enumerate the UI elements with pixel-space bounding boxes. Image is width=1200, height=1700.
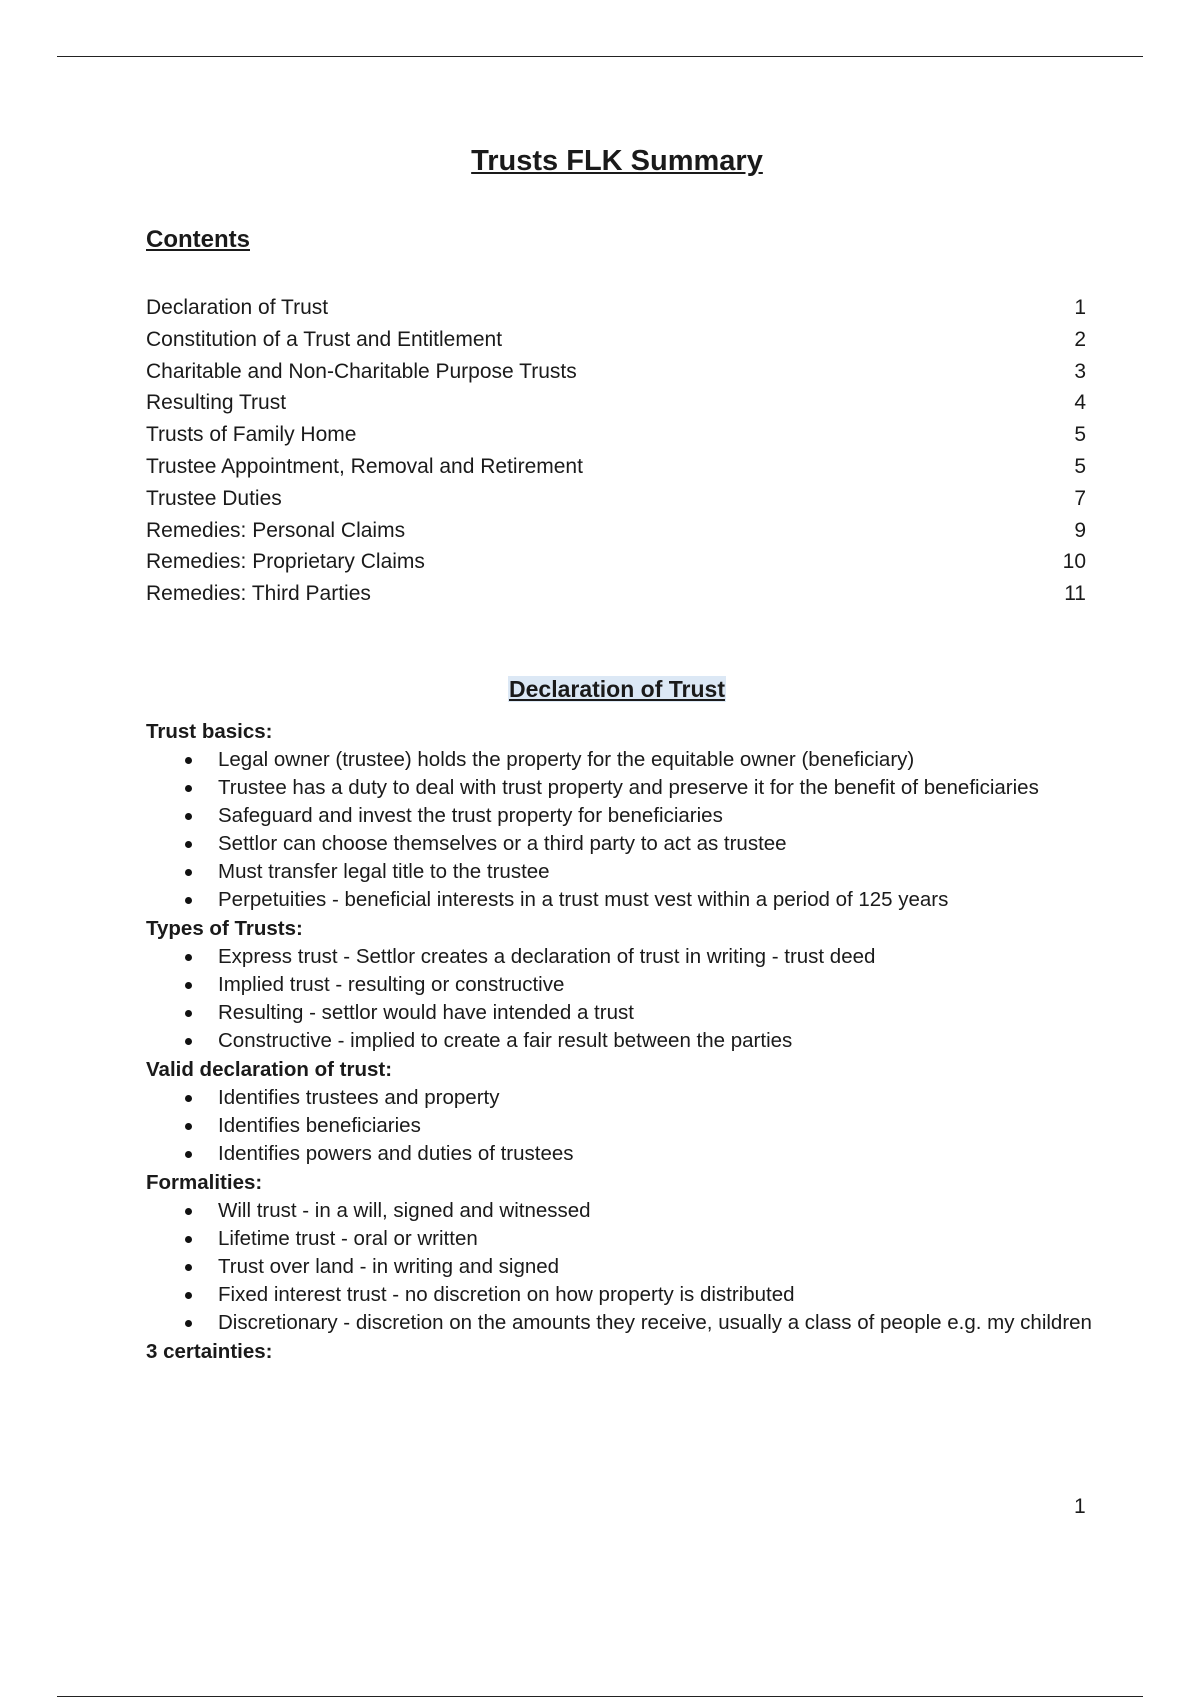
list-item: Resulting - settlor would have intended a trust — [146, 999, 1096, 1027]
toc-entry-page: 1 — [1074, 296, 1086, 319]
table-of-contents — [146, 292, 1086, 610]
bottom-rule — [57, 1696, 1143, 1697]
toc-entry-page: 5 — [1074, 454, 1086, 478]
list-item: Settlor can choose themselves or a third party to act as trustee — [146, 830, 1096, 858]
toc-entry-label: Trusts of Family Home — [146, 423, 357, 447]
toc-entry[interactable] — [146, 292, 1086, 324]
toc-entry-page: 3 — [1074, 359, 1086, 383]
contents-heading: Contents — [146, 226, 250, 253]
toc-entry-label: Trustee Appointment, Removal and Retirement — [146, 454, 583, 478]
list-item: Legal owner (trustee) holds the property for the equitable owner (beneficiary) — [146, 746, 1096, 774]
toc-entry[interactable] — [146, 515, 1086, 547]
toc-entry-label: Trustee Duties — [146, 486, 282, 510]
list-item: Safeguard and invest the trust property for beneficiaries — [146, 802, 1096, 830]
subheading: Trust basics: — [146, 720, 273, 743]
bullet-list — [146, 1197, 1096, 1337]
toc-entry-page: 5 — [1074, 423, 1086, 447]
toc-entry-label: Declaration of Trust — [146, 296, 329, 319]
list-item: Identifies trustees and property — [146, 1084, 1096, 1112]
list-item: Identifies powers and duties of trustees — [146, 1140, 1096, 1168]
list-item: Trustee has a duty to deal with trust property and preserve it for the benefit of beneficiaries — [146, 774, 1096, 802]
toc-entry-label: Remedies: Personal Claims — [146, 518, 406, 542]
toc-entry[interactable] — [146, 546, 1086, 578]
list-item: Trust over land - in writing and signed — [146, 1253, 1096, 1281]
toc-entry-label: Constitution of a Trust and Entitlement — [146, 327, 503, 351]
toc-entry-page: 7 — [1074, 486, 1086, 510]
bullet-list — [146, 1084, 1096, 1168]
top-rule — [57, 56, 1143, 57]
toc-entry-page: 9 — [1074, 518, 1086, 542]
toc-entry-page: 11 — [1064, 582, 1086, 606]
toc-entry[interactable] — [146, 419, 1086, 451]
section-body — [146, 717, 1096, 1366]
list-item: Discretionary - discretion on the amounts they receive, usually a class of people e.g. my children — [146, 1309, 1096, 1337]
toc-entry-label: Remedies: Third Parties — [146, 582, 371, 606]
toc-entry-page: 4 — [1074, 391, 1086, 415]
list-item: Constructive - implied to create a fair result between the parties — [146, 1027, 1096, 1055]
list-item: Perpetuities - beneficial interests in a trust must vest within a period of 125 years — [146, 886, 1096, 914]
list-item: Identifies beneficiaries — [146, 1112, 1096, 1140]
list-item: Express trust - Settlor creates a declaration of trust in writing - trust deed — [146, 943, 1096, 971]
toc-entry[interactable] — [146, 356, 1086, 388]
list-item: Lifetime trust - oral or written — [146, 1225, 1096, 1253]
list-item: Fixed interest trust - no discretion on how property is distributed — [146, 1281, 1096, 1309]
document-title: Trusts FLK Summary — [471, 145, 763, 177]
list-item: Implied trust - resulting or constructive — [146, 971, 1096, 999]
toc-entry-label: Resulting Trust — [146, 391, 287, 415]
subheading: Types of Trusts: — [146, 917, 303, 940]
toc-entry[interactable] — [146, 324, 1086, 356]
bullet-list — [146, 746, 1096, 914]
toc-entry-label: Remedies: Proprietary Claims — [146, 550, 425, 574]
toc-entry[interactable] — [146, 451, 1086, 483]
toc-entry[interactable] — [146, 578, 1086, 610]
toc-entry-page: 2 — [1074, 327, 1086, 351]
toc-entry[interactable] — [146, 483, 1086, 515]
toc-entry-label: Charitable and Non-Charitable Purpose Trusts — [146, 359, 577, 383]
subheading: Valid declaration of trust: — [146, 1058, 393, 1081]
bullet-list — [146, 943, 1096, 1055]
list-item: Must transfer legal title to the trustee — [146, 858, 1096, 886]
toc-entry-page: 10 — [1062, 550, 1086, 574]
section-title — [0, 676, 1200, 703]
page-number: 1 — [1074, 1495, 1086, 1518]
toc-entry[interactable] — [146, 387, 1086, 419]
subheading: 3 certainties: — [146, 1340, 273, 1363]
section-title-text: Declaration of Trust — [509, 676, 725, 702]
list-item: Will trust - in a will, signed and witnessed — [146, 1197, 1096, 1225]
subheading: Formalities: — [146, 1171, 263, 1194]
